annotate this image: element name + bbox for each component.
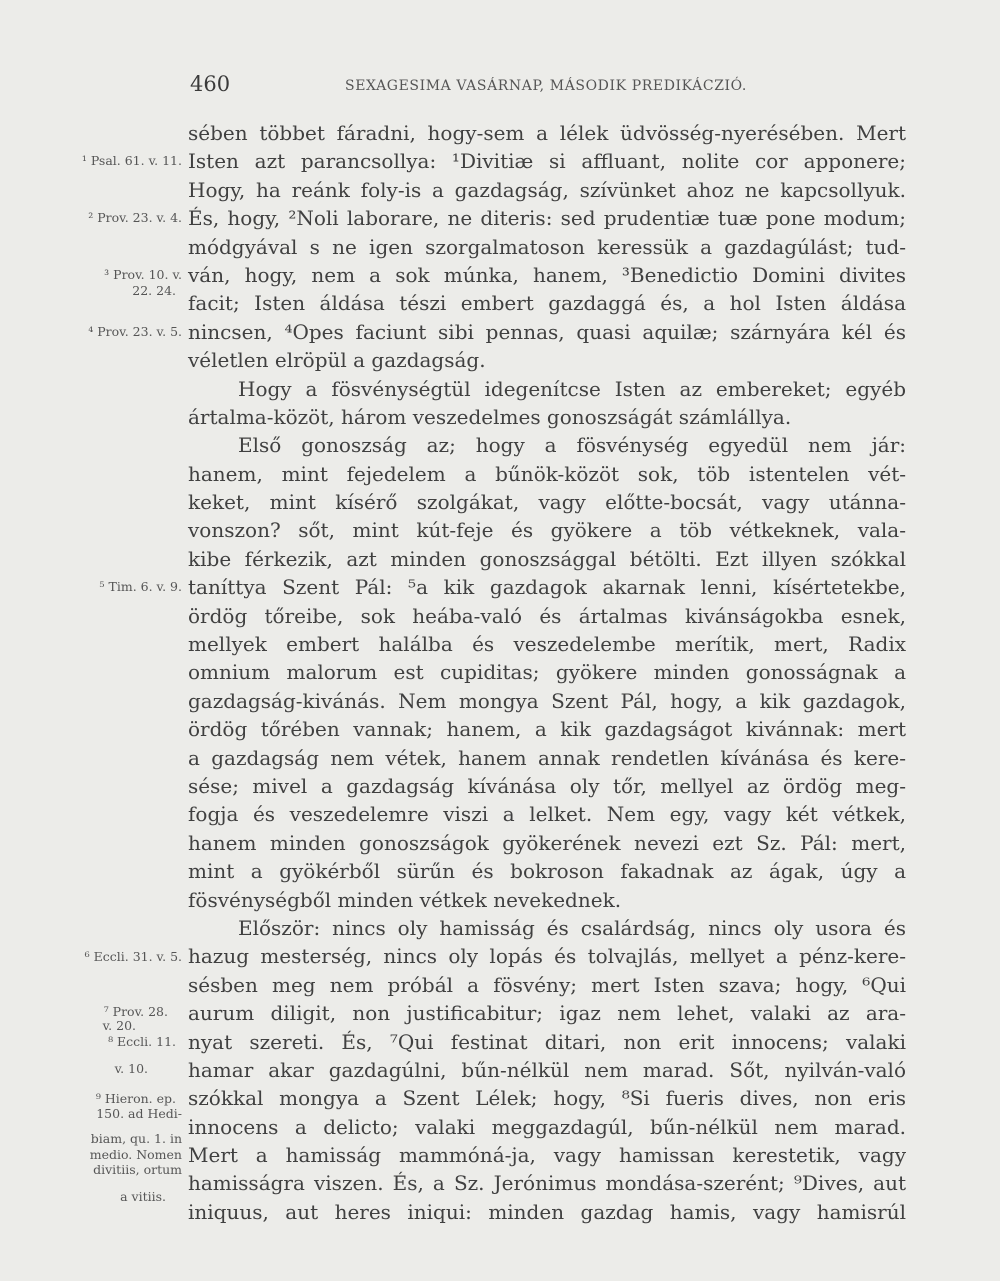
margin-note: divitiis, ortum	[93, 1162, 182, 1177]
margin-note: a vitiis.	[120, 1189, 166, 1204]
text-line: hamar akar gazdagúlni, bűn-nélkül nem marad. Sőt, nyilván-való	[188, 1057, 906, 1082]
text-line: hanem minden gonoszságok gyökerének nevezi ezt Sz. Pál: mert,	[188, 830, 906, 855]
text-line: sése; mivel a gazdagság kívánása oly tőr, mellyel az ördög meg-	[188, 773, 906, 798]
margin-note: ⁹ Hieron. ep.	[95, 1091, 176, 1106]
text-line: Első gonoszság az; hogy a fösvénység egyedül nem jár:	[238, 433, 906, 458]
text-line: hazug mesterség, nincs oly lopás és tolvajlás, mellyet a pénz-kere-	[188, 944, 906, 969]
text-line: módgyával s ne igen szorgalmatoson keressük a gazdagúlást; tud-	[188, 234, 906, 259]
text-line: keket, mint kísérő szolgákat, vagy előtte-bocsát, vagy utánna-	[188, 490, 906, 515]
text-line: Hogy a fösvénységtül idegenítcse Isten az embereket; egyéb	[238, 376, 906, 401]
text-line: mint a gyökérből sürűn és bokroson fakadnak az ágak, úgy a	[188, 859, 906, 884]
text-line: gazdagság-kivánás. Nem mongya Szent Pál, hogy, a kik gazdagok,	[188, 688, 906, 713]
text-line: Először: nincs oly hamisság és csalárdság, nincs oly usora és	[238, 915, 906, 940]
text-line: hamisságra viszen. És, a Sz. Jerónimus mondása-szerént; ⁹Dives, aut	[188, 1171, 906, 1196]
margin-note: 22. 24.	[132, 283, 176, 298]
page-number: 460	[190, 72, 231, 96]
page-header	[190, 72, 910, 102]
text-line: Isten azt parancsollya: ¹Divitiæ si affluant, nolite cor apponere;	[188, 149, 906, 174]
text-line: ördög tőrében vannak; hanem, a kik gazdagságot kivánnak: mert	[188, 717, 906, 742]
text-line: ártalma-közöt, három veszedelmes gonoszságát számlállya.	[188, 404, 792, 429]
margin-note: ⁶ Eccli. 31. v. 5.	[84, 949, 182, 964]
margin-note: ⁸ Eccli. 11.	[108, 1034, 176, 1049]
text-line: a gazdagság nem vétek, hanem annak rendetlen kívánása és kere-	[188, 745, 906, 770]
text-line: szókkal mongya a Szent Lélek; hogy, ⁸Si fueris dives, non eris	[188, 1086, 906, 1111]
running-title: SEXAGESIMA VASÁRNAP, MÁSODIK PREDIKÁCZIÓ.	[345, 78, 747, 94]
text-line: iniquus, aut heres iniqui: minden gazdag hamis, vagy hamisrúl	[188, 1199, 906, 1224]
text-line: ván, hogy, nem a sok múnka, hanem, ³Benedictio Domini divites	[188, 262, 906, 287]
margin-note: 150. ad Hedi-	[96, 1106, 182, 1121]
text-line: Hogy, ha reánk foly-is a gazdagság, szívünket ahoz ne kapcsollyuk.	[188, 177, 906, 202]
margin-note: biam, qu. 1. in	[90, 1131, 182, 1146]
margin-note: ² Prov. 23. v. 4.	[88, 210, 182, 225]
margin-note: v. 20.	[102, 1018, 136, 1033]
text-line: kibe férkezik, azt minden gonoszsággal bétölti. Ezt illyen szókkal	[188, 546, 906, 571]
text-line: fösvénységből minden vétkek nevekednek.	[188, 887, 622, 912]
text-line: facit; Isten áldása tészi embert gazdaggá és, a hol Isten áldása	[188, 291, 906, 316]
margin-note: ⁵ Tim. 6. v. 9.	[99, 579, 182, 594]
margin-note: ⁴ Prov. 23. v. 5.	[88, 324, 182, 339]
margin-note: v. 10.	[114, 1061, 148, 1076]
text-line: vonszon? sőt, mint kút-feje és gyökere a töb vétkeknek, vala-	[188, 518, 906, 543]
text-line: hanem, mint fejedelem a bűnök-közöt sok, töb istentelen vét-	[188, 461, 906, 486]
text-line: sében többet fáradni, hogy-sem a lélek üdvösség-nyerésében. Mert	[188, 121, 906, 145]
text-line: És, hogy, ²Noli laborare, ne diteris: sed prudentiæ tuæ pone modum;	[188, 206, 906, 231]
margin-notes	[0, 0, 188, 1281]
text-line: nyat szereti. És, ⁷Qui festinat ditari, non erit innocens; valaki	[188, 1029, 906, 1054]
body-text	[188, 119, 906, 1226]
text-line: mellyek embert halálba és veszedelembe merítik, mert, Radix	[188, 632, 906, 657]
text-line: omnium malorum est cupiditas; gyökere minden gonosságnak a	[188, 660, 906, 685]
margin-note: ⁷ Prov. 28.	[103, 1004, 168, 1019]
text-line: ördög tőreibe, sok heába-való és ártalmas kivánságokba esnek,	[188, 603, 906, 628]
margin-note: medio. Nomen	[89, 1147, 182, 1162]
text-line: Mert a hamisság mammóná-ja, vagy hamissan kerestetik, vagy	[188, 1143, 906, 1168]
text-line: véletlen elröpül a gazdagság.	[188, 348, 486, 373]
text-line: fogja és veszedelemre viszi a lelket. Nem egy, vagy két vétkek,	[188, 802, 906, 827]
text-line: aurum diligit, non justificabitur; igaz nem lehet, valaki az ara-	[188, 1001, 906, 1026]
text-line: nincsen, ⁴Opes faciunt sibi pennas, quasi aquilæ; szárnyára kél és	[188, 319, 906, 344]
margin-note: ¹ Psal. 61. v. 11.	[81, 153, 182, 168]
text-line: taníttya Szent Pál: ⁵a kik gazdagok akarnak lenni, kísértetekbe,	[188, 575, 906, 600]
text-line: innocens a delicto; valaki meggazdagúl, bűn-nélkül nem marad.	[188, 1114, 906, 1139]
margin-note: ³ Prov. 10. v.	[104, 267, 182, 282]
text-line: sésben meg nem próbál a fösvény; mert Isten szava; hogy, ⁶Qui	[188, 972, 906, 997]
